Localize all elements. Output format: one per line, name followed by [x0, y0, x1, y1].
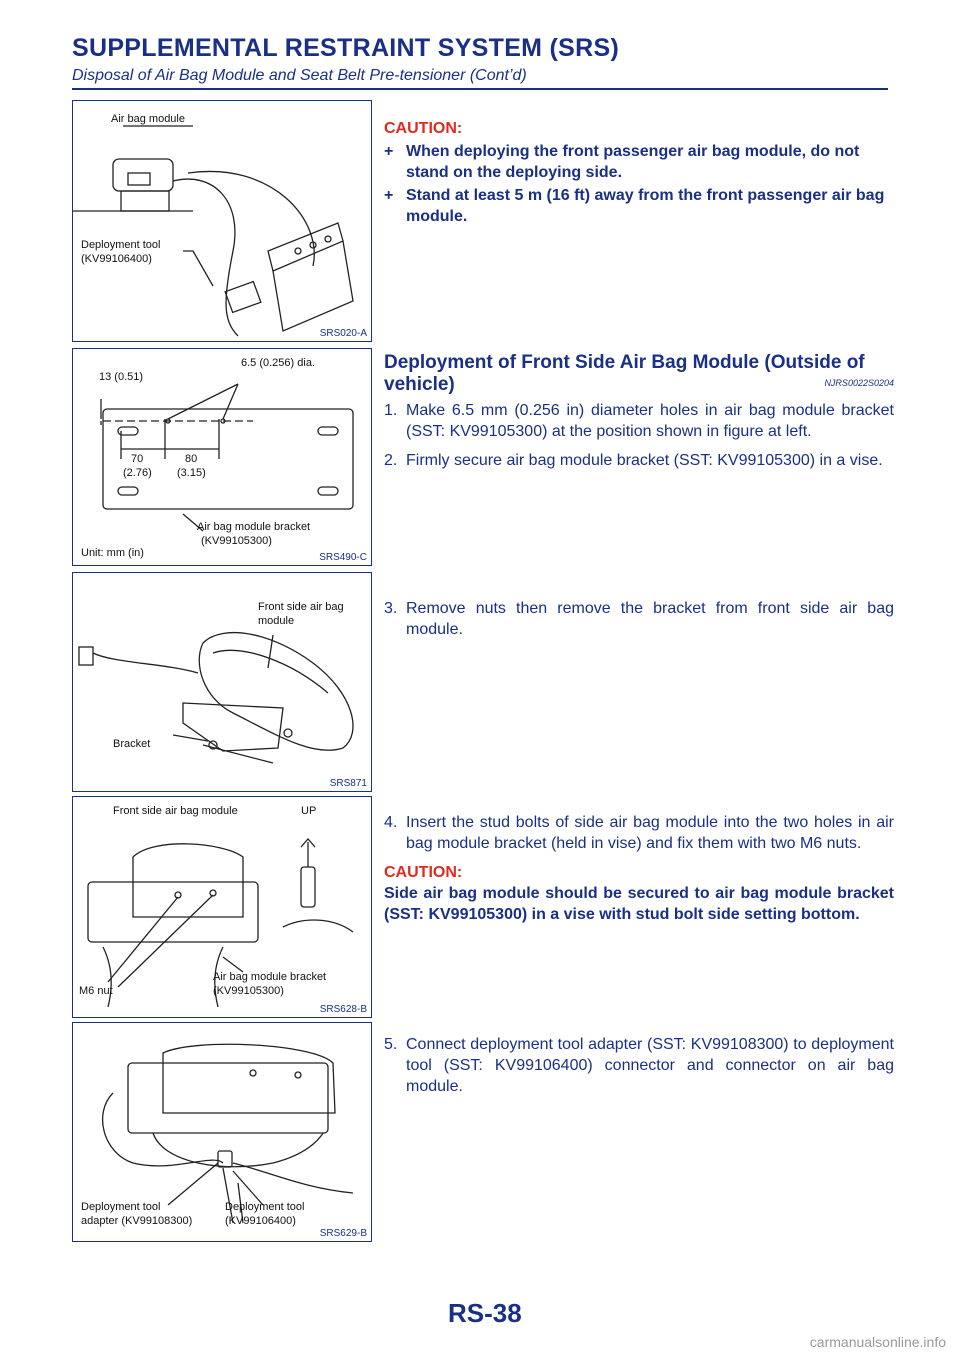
figure-srs871 [72, 572, 372, 792]
step-item [384, 598, 894, 640]
watermark: carmanualsonline.info [809, 1334, 946, 1350]
step-5-block [384, 1034, 894, 1105]
label-adapter-part: adapter (KV99108300) [81, 1215, 193, 1227]
caution-block-1 [384, 118, 894, 227]
label-bracket: Air bag module bracket [197, 521, 311, 533]
deployment-section [384, 352, 894, 479]
step-number: 4. [384, 814, 398, 831]
section-code: NJRS0022S0204 [824, 378, 894, 388]
label-bracket-part: (KV99105300) [213, 985, 284, 997]
page-subtitle: Disposal of Air Bag Module and Seat Belt Pre-tensioner (Cont’d) [72, 67, 527, 84]
label-bracket: Bracket [113, 738, 151, 750]
step-item [384, 450, 894, 471]
step-item [384, 1034, 894, 1097]
step-number: 5. [384, 1036, 398, 1053]
figure-srs628b [72, 796, 372, 1018]
page-number: RS-38 [448, 1298, 522, 1328]
dim-70-in: (2.76) [123, 467, 152, 479]
caution-bullet [384, 185, 894, 227]
step-text: Make 6.5 mm (0.256 in) diameter holes in air bag module bracket (SST: KV99105300) at the position shown in figure at left. [406, 402, 894, 440]
label-bracket-part: (KV99105300) [201, 535, 272, 547]
label-adapter: Deployment tool [81, 1201, 161, 1213]
bullet-text: Stand at least 5 m (16 ft) away from the front passenger air bag module. [406, 187, 885, 225]
label-deployment-tool: Deployment tool [81, 239, 161, 251]
page-title: SUPPLEMENTAL RESTRAINT SYSTEM (SRS) [72, 34, 620, 62]
label-deployment-tool-part: (KV99106400) [225, 1215, 296, 1227]
caution-text: Side air bag module should be secured to air bag module bracket (SST: KV99105300) in a vise with stud bolt side setting bottom. [384, 885, 894, 923]
label-air-bag-module: Air bag module [111, 113, 185, 125]
step-3-block [384, 598, 894, 648]
step-text: Connect deployment tool adapter (SST: KV99108300) to deployment tool (SST: KV99106400) connector and connector on air bag module. [406, 1036, 894, 1095]
label-bracket: Air bag module bracket [213, 971, 327, 983]
label-module: module [258, 615, 295, 627]
label-deployment-tool: Deployment tool [225, 1201, 305, 1213]
step-number: 2. [384, 452, 398, 469]
bullet-text: When deploying the front passenger air bag module, do not stand on the deploying side. [406, 143, 860, 181]
step-text: Firmly secure air bag module bracket (SST: KV99105300) in a vise. [406, 452, 883, 469]
label-deployment-tool-part: (KV99106400) [81, 253, 152, 265]
header-divider [72, 88, 888, 90]
bullet-symbol: + [384, 143, 394, 160]
figure-srs629b [72, 1022, 372, 1242]
caution-heading: CAUTION: [384, 864, 463, 881]
caution-bullet [384, 141, 894, 183]
step-4-block [384, 812, 894, 925]
bullet-symbol: + [384, 187, 394, 204]
figure-code: SRS629-B [319, 1228, 367, 1239]
figure-code: SRS628-B [319, 1004, 367, 1015]
step-text: Insert the stud bolts of side air bag module into the two holes in air bag module bracket (held in vise) and fix them with two M6 nuts. [406, 814, 894, 852]
figure-code: SRS020-A [319, 328, 367, 339]
figure-code: SRS871 [329, 778, 367, 789]
label-up: UP [301, 805, 317, 817]
section-heading [384, 352, 894, 396]
dim-80-in: (3.15) [177, 467, 206, 479]
label-front-side-air-bag: Front side air bag [258, 601, 344, 613]
label-m6-nut: M6 nut [79, 985, 113, 997]
section-heading-text: Deployment of Front Side Air Bag Module (Outside of vehicle) [384, 352, 865, 395]
caution-heading: CAUTION: [384, 120, 463, 137]
dim-70: 70 [131, 453, 144, 465]
step-number: 3. [384, 600, 398, 617]
label-front-side-air-bag-module: Front side air bag module [113, 805, 238, 817]
step-number: 1. [384, 402, 398, 419]
step-text: Remove nuts then remove the bracket from front side air bag module. [406, 600, 894, 638]
dim-80: 80 [185, 453, 198, 465]
air-bag-module-illustration [73, 101, 370, 340]
step-item [384, 812, 894, 854]
figure-srs020a [72, 100, 372, 342]
dim-hole-dia: 6.5 (0.256) dia. [241, 357, 315, 369]
figure-srs490c [72, 348, 372, 566]
step-item [384, 400, 894, 442]
figure-code: SRS490-C [319, 552, 367, 563]
label-unit: Unit: mm (in) [81, 547, 144, 559]
dim-13: 13 (0.51) [99, 371, 144, 383]
